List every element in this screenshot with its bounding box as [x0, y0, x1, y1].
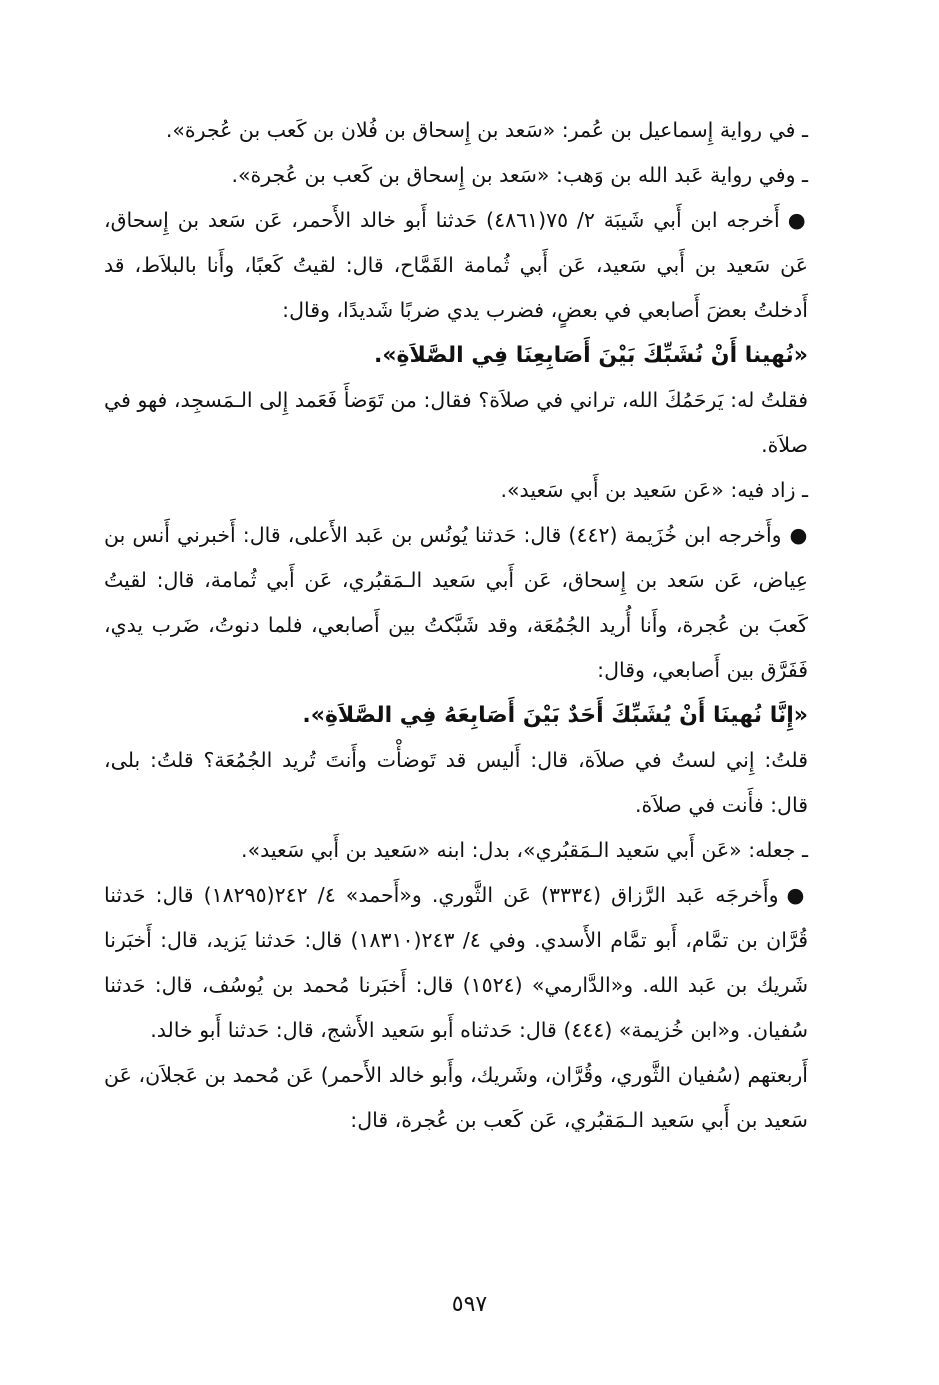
takhrij-text: أَخرجه ابن أَبي شَيبَة ٢/ ٧٥(٤٨٦١) حَدثنا أَبو خالد الأَحمر، عَن سَعد بن إِسحاق، عَن سَعيد بن أَبي سَعيد، عَن أَبي ثُمامة القَمَّاح، قال: لقيتُ كَعبًا، وأَنا بالبلاَط، قد أَدخلتُ بعضَ أَصابعي في بعضٍ، فضرب يدي ضربًا شَديدًا، وقال: [104, 208, 808, 322]
summary-paragraph: أَربعتهم (سُفيان الثَّوري، وقُرَّان، وشَريك، وأَبو خالد الأَحمر) عَن مُحمد بن عَجلاَن، عَن سَعيد بن أَبي سَعيد الـمَقبُري، عَن كَعب بن عُجرة، قال: [104, 1063, 808, 1132]
bullet-icon: ● [787, 208, 808, 232]
takhrij-text: وأَخرجَه عَبد الرَّزاق (٣٣٣٤) عَن الثَّوري. و«أَحمد» ٤/ ٢٤٢(١٨٢٩٥) قال: حَدثنا قُرَّان بن تمَّام، أَبو تمَّام الأَسدي. وفي ٤/ ٢٤٣(١٨٣١٠) قال: حَدثنا يَزيد، قال: أَخبَرنا شَريك بن عَبد الله. و«الدَّارمي» (١٥٢٤) قال: أَخبَرنا مُحمد بن يُوسُف، قال: حَدثنا سُفيان. و«ابن خُزيمة» (٤٤٤) قال: حَدثناه أَبو سَعيد الأَشج، قال: حَدثنا أَبو خالد. [104, 883, 808, 1042]
page-number: ٥٩٧ [451, 1292, 488, 1317]
takhrij-text: وأَخرجه ابن خُزَيمة (٤٤٢) قال: حَدثنا يُونُس بن عَبد الأَعلى، قال: أَخبرني أَنس بن عِياض، عَن سَعد بن إِسحاق، عَن أَبي سَعيد الـمَقبُري، عَن أَبي ثُمامة، قال: لقيتُ كَعبَ بن عُجرة، وأَنا أُريد الجُمُعَة، وقد شَبَّكتُ بين أَصابعي، فلما دنوتُ، ضَرب يدي، فَفَرَّق بين أَصابعي، وقال: [104, 523, 808, 682]
continuation-paragraph-1: فقلتُ له: يَرحَمُكَ الله، تراني في صلاَة؟ فقال: من تَوَضأَ فَعَمد إِلى الـمَسجِد، فهو في صلاَة. [104, 388, 808, 457]
takhrij-ibn-abi-shayba [104, 198, 836, 333]
bullet-icon: ● [789, 523, 809, 547]
takhrij-ibn-khuzayma [104, 513, 836, 693]
continuation-paragraph-2: قلتُ: إِني لستُ في صلاَة، قال: أَليس قد تَوضأْت وأَنتَ تُريد الجُمُعَة؟ قلتُ: بلى، قال: فأَنت في صلاَة. [104, 748, 808, 817]
bullet-icon: ● [786, 883, 808, 907]
takhrij-abd-al-razzaq [104, 873, 836, 1053]
page-body [104, 108, 836, 1143]
note-maqburi: ـ جعله: «عَن أَبي سَعيد الـمَقبُري»، بدل: ابنه «سَعيد بن أَبي سَعيد». [241, 838, 808, 862]
hadith-text-2: «إِنَّا نُهينَا أَنْ يُشَبِّكَ أَحَدٌ بَيْنَ أَصَابِعَهُ فِي الصَّلاَةِ». [302, 703, 808, 728]
note-ismail-narration: ـ في رواية إِسماعيل بن عُمر: «سَعد بن إِسحاق بن فُلان بن كَعب بن عُجرة». [165, 118, 808, 142]
hadith-text-1: «نُهينا أَنْ نُشَبِّكَ بَيْنَ أَصَابِعِنَا فِي الصَّلاَةِ». [373, 343, 808, 368]
note-wahb-narration: ـ وفي رواية عَبد الله بن وَهب: «سَعد بن إِسحاق بن كَعب بن عُجرة». [231, 163, 808, 187]
note-addition: ـ زاد فيه: «عَن سَعيد بن أَبي سَعيد». [500, 478, 808, 502]
